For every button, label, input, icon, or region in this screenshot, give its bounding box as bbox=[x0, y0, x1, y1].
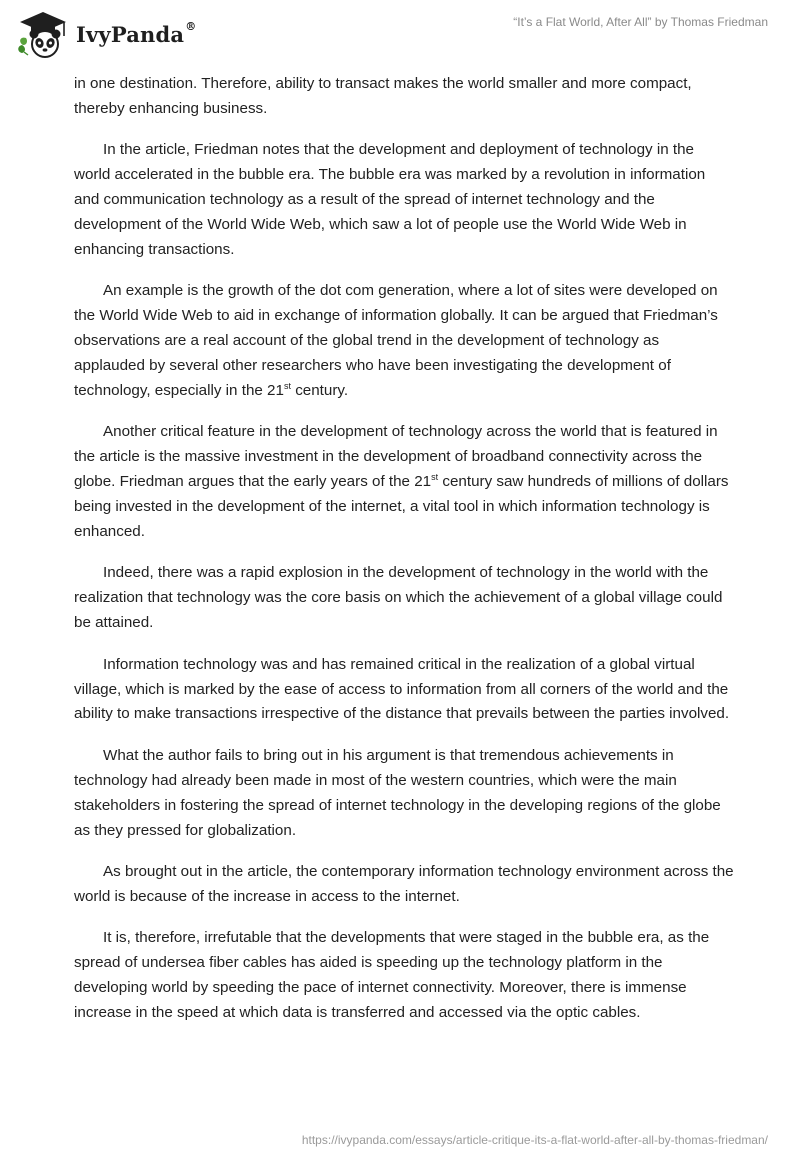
ivypanda-logo[interactable] bbox=[14, 8, 196, 60]
paragraph-3: An example is the growth of the dot com generation, where a lot of sites were developed on the World Wide Web to aid in exchange of information globally. It can be argued that Friedman’s observations are a real account of the global trend in the development of technology as applauded by several other researchers who have been investigating the development of technology, especially in the 21st century. bbox=[74, 282, 718, 399]
essay-body bbox=[74, 72, 734, 1042]
paragraph-9: It is, therefore, irrefutable that the developments that were staged in the bubble era, as the spread of undersea fiber cables has aided is speeding up the technology platform in the developing world by speeding the pace of internet connectivity. Moreover, there is immense increase in the speed at which data is transferred and accessed via the optic cables. bbox=[74, 929, 710, 1021]
source-url-link[interactable]: https://ivypanda.com/essays/article-critique-its-a-flat-world-after-all-by-thomas-friedman/ bbox=[301, 1133, 768, 1147]
paragraph-7: What the author fails to bring out in his argument is that tremendous achievements in technology had already been made in most of the western countries, which were the main stakeholders in fostering the spread of internet technology in the developing regions of the globe as they pressed for globalization. bbox=[74, 746, 721, 839]
panda-graduation-cap-icon bbox=[14, 8, 72, 60]
page-header bbox=[0, 0, 800, 70]
paragraph-1: in one destination. Therefore, ability to transact makes the world smaller and more compact, thereby enhancing business. bbox=[74, 75, 692, 117]
paragraph-6: Information technology was and has remained critical in the realization of a global virtual village, which is marked by the ease of access to information from all corners of the world and the ability to make transactions irrespective of the distance that prevails between the parties involved. bbox=[74, 655, 730, 723]
document-title: “It’s a Flat World, After All” by Thomas Friedman bbox=[513, 15, 768, 29]
paragraph-8: As brought out in the article, the contemporary information technology environment across the world is because of the increase in access to the internet. bbox=[74, 862, 734, 905]
paragraph-2: In the article, Friedman notes that the development and deployment of technology in the world accelerated in the bubble era. The bubble era was marked by a revolution in information and communication technology as a result of the spread of internet technology and the development of the World Wide Web, which saw a lot of people use the World Wide Web in enhancing transactions. bbox=[74, 141, 706, 258]
paragraph-5: Indeed, there was a rapid explosion in the development of technology in the world with the realization that technology was the core basis on which the achievement of a global village could be attained. bbox=[74, 564, 723, 632]
paragraph-4: Another critical feature in the development of technology across the world that is featured in the article is the massive investment in the development of broadband connectivity across the globe. Friedman argues that the early years of the 21st century saw hundreds of millions of dollars being invested in the development of the internet, a vital tool in which information technology is enhanced. bbox=[74, 423, 729, 540]
brand-name: IvyPanda® bbox=[76, 19, 197, 47]
